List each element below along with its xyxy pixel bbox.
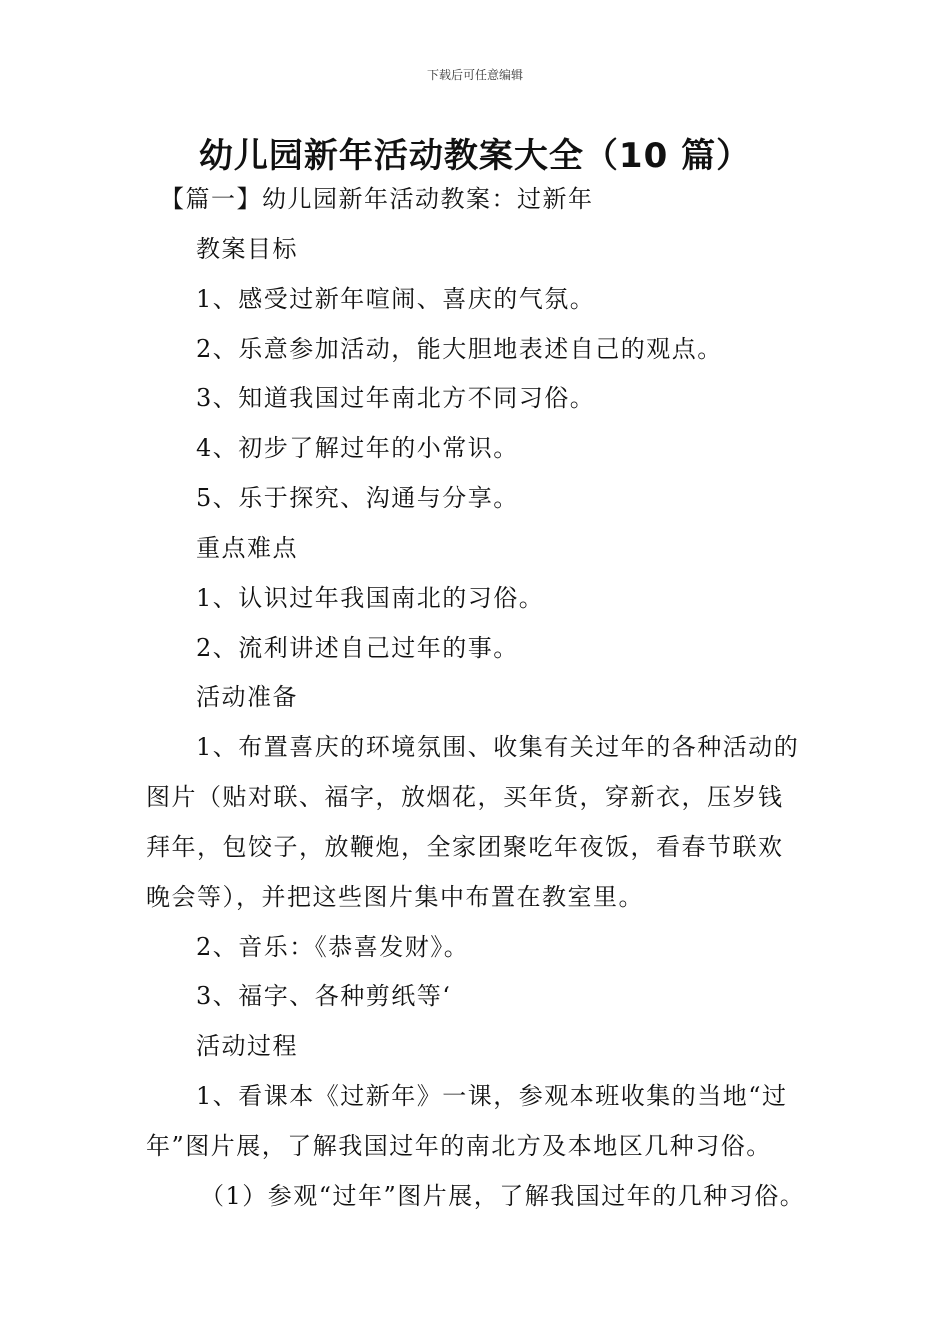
subheading-objectives: 教案目标 <box>196 235 298 263</box>
paragraph-line: 1、看课本《过新年》一课，参观本班收集的当地“过 <box>196 1082 788 1110</box>
process-sub-item: （1）参观“过年”图片展，了解我国过年的几种习俗。 <box>200 1182 806 1210</box>
objective-item: 1、感受过新年喧闹、喜庆的气氛。 <box>196 285 596 313</box>
key-point-item: 1、认识过年我国南北的习俗。 <box>196 584 545 612</box>
paragraph-line: 年”图片展，了解我国过年的南北方及本地区几种习俗。 <box>146 1132 772 1160</box>
key-point-item: 2、流利讲述自己过年的事。 <box>196 634 519 662</box>
preparation-item: 2、音乐：《恭喜发财》。 <box>196 933 470 961</box>
objective-item: 5、乐于探究、沟通与分享。 <box>196 484 519 512</box>
subheading-preparation: 活动准备 <box>196 683 298 711</box>
preparation-item: 3、福字、各种剪纸等‘ <box>196 982 452 1010</box>
objective-item: 4、初步了解过年的小常识。 <box>196 434 519 462</box>
objective-item: 2、乐意参加活动，能大胆地表述自己的观点。 <box>196 335 723 363</box>
subheading-process: 活动过程 <box>196 1032 298 1060</box>
objective-item: 3、知道我国过年南北方不同习俗。 <box>196 384 596 412</box>
document-title: 幼儿园新年活动教案大全（10 篇） <box>198 136 752 176</box>
paragraph-line: 1、布置喜庆的环境氛围、收集有关过年的各种活动的 <box>196 733 800 761</box>
paragraph-line: 拜年，包饺子，放鞭炮，全家团聚吃年夜饭，看春节联欢 <box>146 833 784 861</box>
paragraph-line: 晚会等），并把这些图片集中布置在教室里。 <box>146 883 644 911</box>
subheading-key-points: 重点难点 <box>196 534 298 562</box>
section-heading: 【篇一】幼儿园新年活动教案：过新年 <box>160 185 594 213</box>
paragraph-line: 图片（贴对联、福字，放烟花，买年货，穿新衣，压岁钱 <box>146 783 784 811</box>
page-header-note: 下载后可任意编辑 <box>426 68 523 82</box>
